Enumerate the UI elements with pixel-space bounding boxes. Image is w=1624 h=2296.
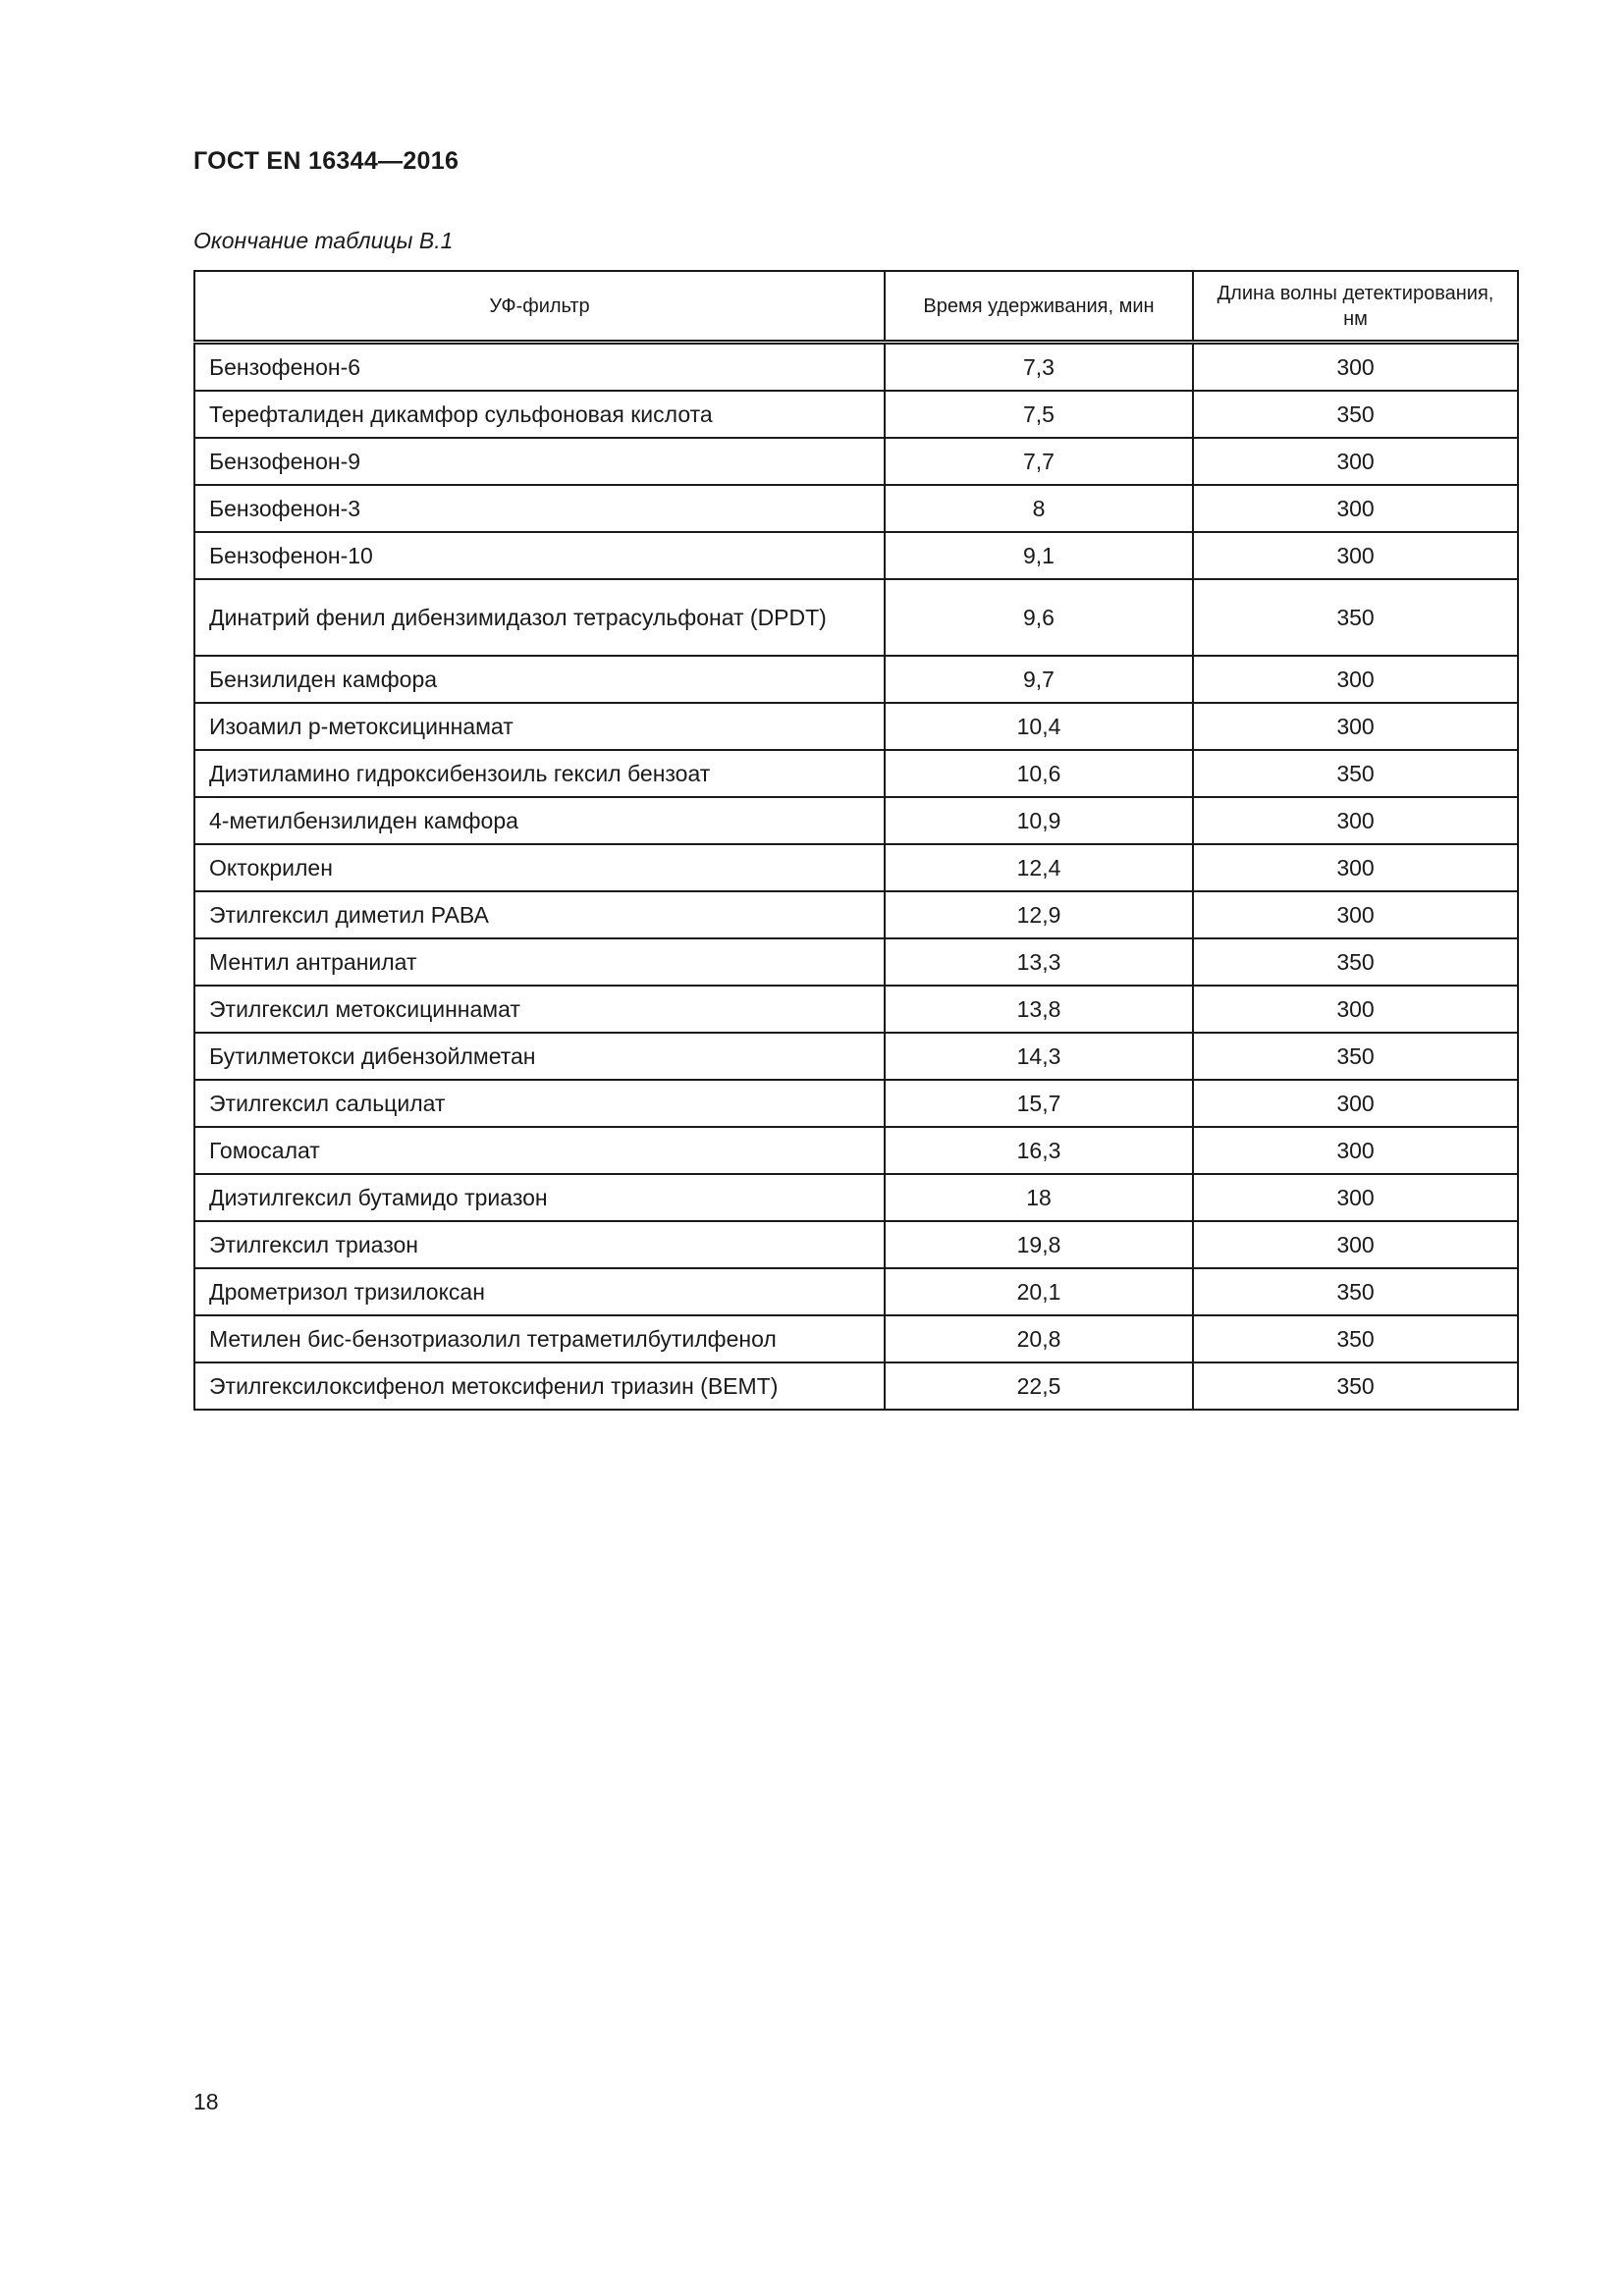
retention-time-cell: 10,4 bbox=[885, 703, 1193, 750]
retention-time-cell: 20,1 bbox=[885, 1268, 1193, 1315]
filter-name-cell: Бензилиден камфора bbox=[194, 656, 885, 703]
table-row bbox=[194, 343, 1518, 392]
table-row bbox=[194, 1174, 1518, 1221]
filter-name-cell: Бутилметокси дибензойлметан bbox=[194, 1033, 885, 1080]
filter-name-cell: Бензофенон-10 bbox=[194, 532, 885, 579]
retention-time-cell: 7,5 bbox=[885, 391, 1193, 438]
retention-time-cell: 7,3 bbox=[885, 343, 1193, 392]
filter-name-cell: Бензофенон-9 bbox=[194, 438, 885, 485]
retention-time-cell: 15,7 bbox=[885, 1080, 1193, 1127]
retention-time-cell: 12,9 bbox=[885, 891, 1193, 938]
table-row bbox=[194, 438, 1518, 485]
table-row bbox=[194, 1268, 1518, 1315]
wavelength-cell: 300 bbox=[1193, 891, 1518, 938]
filter-name-cell: Дрометризол тризилоксан bbox=[194, 1268, 885, 1315]
table-row bbox=[194, 844, 1518, 891]
wavelength-cell: 300 bbox=[1193, 1127, 1518, 1174]
column-header-wavelength: Длина волны детектирования, нм bbox=[1193, 271, 1518, 343]
filter-name-cell: Этилгексил сальцилат bbox=[194, 1080, 885, 1127]
table-row bbox=[194, 579, 1518, 656]
table-row bbox=[194, 391, 1518, 438]
wavelength-cell: 300 bbox=[1193, 1080, 1518, 1127]
wavelength-cell: 300 bbox=[1193, 797, 1518, 844]
retention-time-cell: 8 bbox=[885, 485, 1193, 532]
filter-name-cell: Терефталиден дикамфор сульфоновая кислота bbox=[194, 391, 885, 438]
document-header: ГОСТ EN 16344—2016 bbox=[193, 147, 460, 175]
filter-name-cell: Метилен бис-бензотриазолил тетраметилбутилфенол bbox=[194, 1315, 885, 1362]
wavelength-cell: 300 bbox=[1193, 844, 1518, 891]
retention-time-cell: 13,3 bbox=[885, 938, 1193, 986]
table-row bbox=[194, 1127, 1518, 1174]
table-row bbox=[194, 750, 1518, 797]
wavelength-cell: 300 bbox=[1193, 438, 1518, 485]
wavelength-cell: 350 bbox=[1193, 391, 1518, 438]
retention-time-cell: 12,4 bbox=[885, 844, 1193, 891]
table-row bbox=[194, 1080, 1518, 1127]
column-header-filter: УФ-фильтр bbox=[194, 271, 885, 343]
filter-name-cell: Ментил антранилат bbox=[194, 938, 885, 986]
table-row bbox=[194, 1221, 1518, 1268]
table-row bbox=[194, 1033, 1518, 1080]
page-number: 18 bbox=[193, 2089, 219, 2114]
wavelength-cell: 350 bbox=[1193, 1268, 1518, 1315]
table-row bbox=[194, 656, 1518, 703]
wavelength-cell: 350 bbox=[1193, 1362, 1518, 1410]
wavelength-cell: 350 bbox=[1193, 1033, 1518, 1080]
table-row bbox=[194, 703, 1518, 750]
table-row bbox=[194, 797, 1518, 844]
retention-time-cell: 18 bbox=[885, 1174, 1193, 1221]
retention-time-cell: 10,6 bbox=[885, 750, 1193, 797]
retention-time-cell: 19,8 bbox=[885, 1221, 1193, 1268]
column-header-retention: Время удерживания, мин bbox=[885, 271, 1193, 343]
table-row bbox=[194, 986, 1518, 1033]
table-row bbox=[194, 938, 1518, 986]
table-row bbox=[194, 532, 1518, 579]
wavelength-cell: 300 bbox=[1193, 1174, 1518, 1221]
table-row bbox=[194, 1315, 1518, 1362]
wavelength-cell: 350 bbox=[1193, 579, 1518, 656]
wavelength-cell: 300 bbox=[1193, 703, 1518, 750]
filter-name-cell: Октокрилен bbox=[194, 844, 885, 891]
retention-time-cell: 16,3 bbox=[885, 1127, 1193, 1174]
wavelength-cell: 300 bbox=[1193, 532, 1518, 579]
wavelength-cell: 300 bbox=[1193, 485, 1518, 532]
retention-time-cell: 10,9 bbox=[885, 797, 1193, 844]
wavelength-cell: 350 bbox=[1193, 1315, 1518, 1362]
retention-time-cell: 13,8 bbox=[885, 986, 1193, 1033]
wavelength-cell: 300 bbox=[1193, 656, 1518, 703]
wavelength-cell: 350 bbox=[1193, 750, 1518, 797]
table-header-row bbox=[194, 271, 1518, 343]
filter-name-cell: Этилгексил триазон bbox=[194, 1221, 885, 1268]
wavelength-cell: 300 bbox=[1193, 343, 1518, 392]
table-row bbox=[194, 1362, 1518, 1410]
retention-time-cell: 14,3 bbox=[885, 1033, 1193, 1080]
filter-name-cell: Этилгексил метоксициннамат bbox=[194, 986, 885, 1033]
wavelength-cell: 300 bbox=[1193, 1221, 1518, 1268]
filter-name-cell: Бензофенон-3 bbox=[194, 485, 885, 532]
filter-name-cell: Изоамил р-метоксициннамат bbox=[194, 703, 885, 750]
table-row bbox=[194, 485, 1518, 532]
filter-name-cell: Диэтилгексил бутамидо триазон bbox=[194, 1174, 885, 1221]
retention-time-cell: 7,7 bbox=[885, 438, 1193, 485]
retention-time-cell: 9,1 bbox=[885, 532, 1193, 579]
table-row bbox=[194, 891, 1518, 938]
filter-name-cell: Этилгексилоксифенол метоксифенил триазин (ВЕМТ) bbox=[194, 1362, 885, 1410]
filter-name-cell: Динатрий фенил дибензимидазол тетрасульфонат (DPDT) bbox=[194, 579, 885, 656]
retention-time-cell: 22,5 bbox=[885, 1362, 1193, 1410]
uv-filter-table bbox=[193, 270, 1519, 1411]
retention-time-cell: 9,6 bbox=[885, 579, 1193, 656]
filter-name-cell: Бензофенон-6 bbox=[194, 343, 885, 392]
filter-name-cell: 4-метилбензилиден камфора bbox=[194, 797, 885, 844]
wavelength-cell: 350 bbox=[1193, 938, 1518, 986]
filter-name-cell: Гомосалат bbox=[194, 1127, 885, 1174]
wavelength-cell: 300 bbox=[1193, 986, 1518, 1033]
table-caption: Окончание таблицы В.1 bbox=[193, 228, 454, 253]
filter-name-cell: Этилгексил диметил РАВА bbox=[194, 891, 885, 938]
retention-time-cell: 9,7 bbox=[885, 656, 1193, 703]
filter-name-cell: Диэтиламино гидроксибензоиль гексил бензоат bbox=[194, 750, 885, 797]
retention-time-cell: 20,8 bbox=[885, 1315, 1193, 1362]
